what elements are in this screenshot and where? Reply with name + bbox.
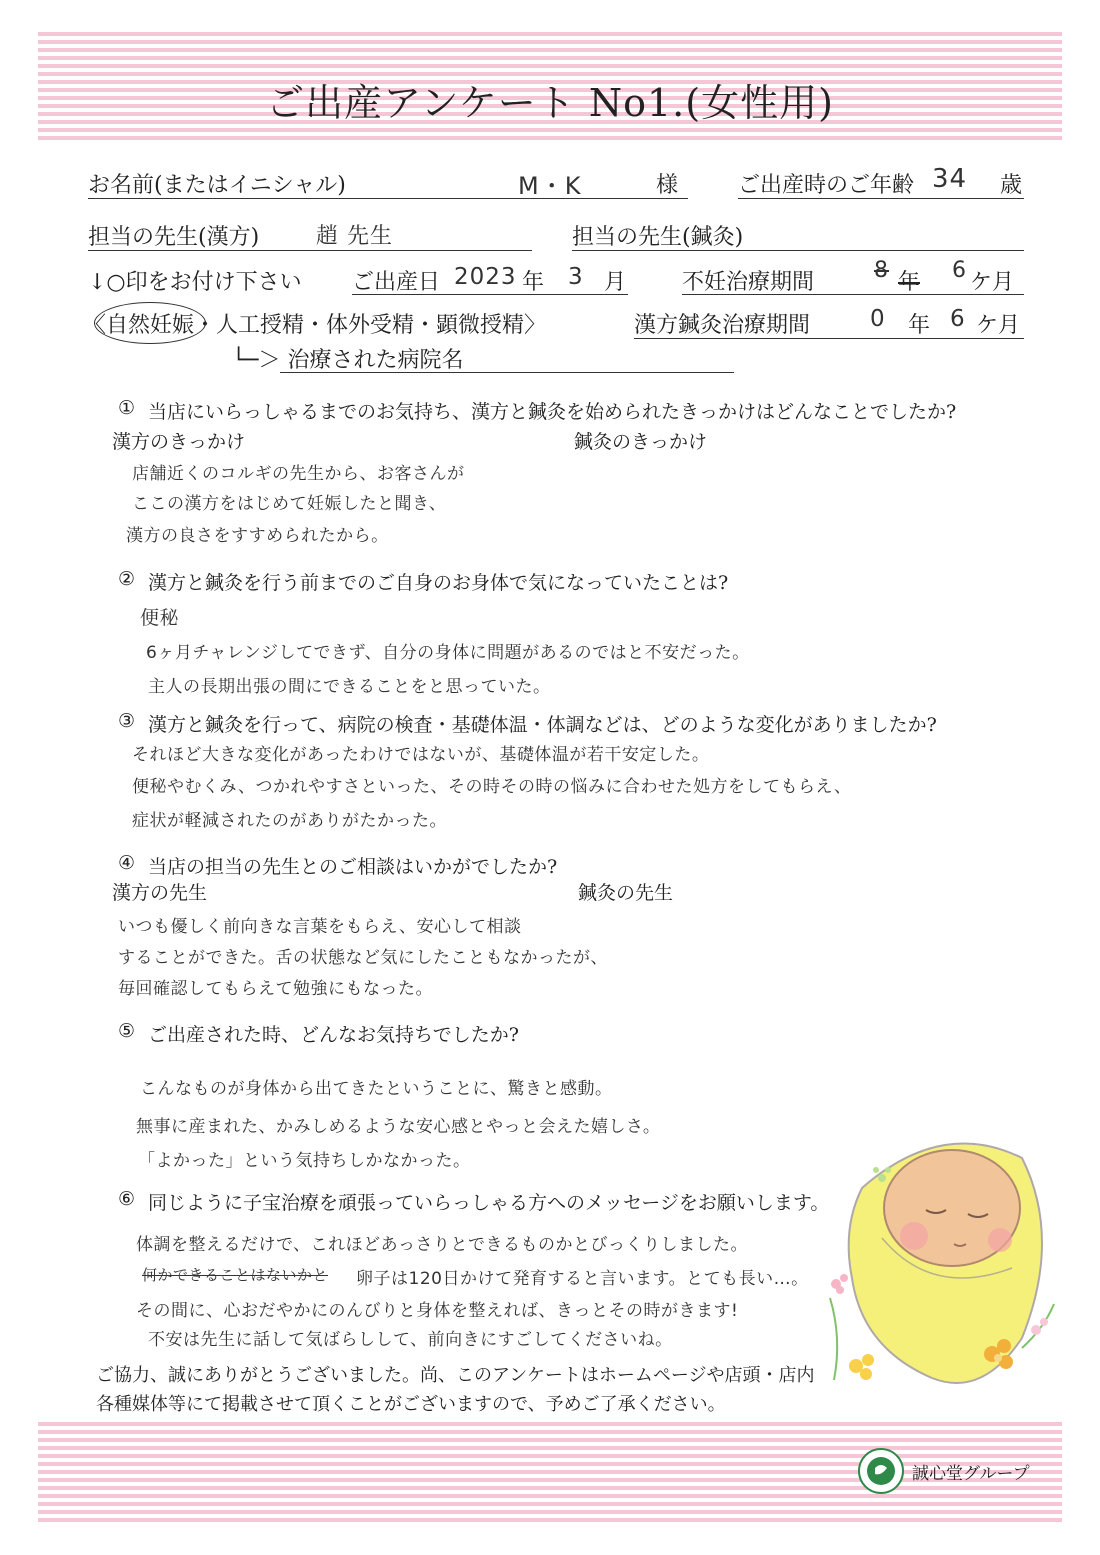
question-1-answer-line-3: 漢方の良さをすすめられたから。 (126, 526, 389, 546)
question-5-answer-line-2: 無事に産まれた、かみしめるような安心感とやっと会えた嬉しさ。 (136, 1117, 661, 1137)
question-1-acu-label: 鍼灸のきっかけ (574, 431, 708, 453)
acu-teacher-label: 担当の先生(鍼灸) (572, 225, 744, 250)
baby-cheek-left (900, 1222, 928, 1250)
treatment-period-label: 漢方鍼灸治療期間 (634, 313, 811, 338)
birth-date-underline (352, 294, 628, 295)
treatment-period-underline (634, 338, 1024, 339)
treatment-months: 6 (950, 306, 966, 332)
seishindo-logo-icon (858, 1448, 904, 1494)
acu-teacher-underline (572, 250, 1024, 251)
question-5-answer-line-1: こんなものが身体から出てきたということに、驚きと感動。 (140, 1079, 613, 1099)
name-label: お名前(またはイニシャル) (88, 173, 346, 198)
brand-name: 誠心堂グループ (912, 1463, 1030, 1484)
question-2-answer-line-3: 主人の長期出張の間にできることをと思っていた。 (148, 677, 551, 697)
page-title: ご出産アンケート No1.(女性用) (266, 81, 834, 125)
brand-footer (858, 1448, 1030, 1494)
question-5-number: ⑤ (118, 1020, 136, 1042)
infertility-underline (682, 294, 1024, 295)
question-6-struck-text: 何かできることはないかと (142, 1266, 329, 1284)
question-4-answer-line-2: することができた。舌の状態など気にしたこともなかったが、 (118, 948, 608, 968)
footer-line-1: ご協力、誠にありがとうございました。尚、このアンケートはホームページや店頭・店内 (96, 1365, 815, 1386)
age-underline (738, 198, 1024, 199)
green-sprig-left (830, 1298, 837, 1380)
treatment-month-unit: ケ月 (976, 313, 1021, 338)
question-3-text: 漢方と鍼灸を行って、病院の検査・基礎体温・体調などは、どのような変化がありましたか? (148, 714, 937, 736)
infertility-years: 8 (874, 258, 889, 283)
question-6-answer-line-1: 体調を整えるだけで、これほどあっさりとできるものかとびっくりしました。 (136, 1235, 748, 1255)
birth-date-label: ご出産日 (352, 270, 441, 295)
question-2-text: 漢方と鍼灸を行う前までのご自身のお身体で気になっていたことは? (148, 572, 729, 594)
hospital-name-underline (280, 372, 734, 373)
footer-line-2: 各種媒体等にて掲載させて頂くことがございますので、予めご了承ください。 (96, 1394, 726, 1415)
question-5-answer-line-3: 「よかった」という気持ちしかなかった。 (138, 1151, 471, 1171)
baby-illustration (822, 1118, 1062, 1408)
question-4-answer-line-3: 毎回確認してもらえて勉強にもなった。 (118, 979, 433, 999)
flower-decoration-right (1031, 1318, 1048, 1335)
question-4-number: ④ (118, 852, 136, 874)
kampo-teacher-value: 趙 先生 (316, 224, 393, 249)
age-suffix: 歳 (1000, 173, 1023, 198)
infertility-months: 6 (952, 258, 967, 283)
infertility-year-unit: 年 (898, 270, 921, 295)
question-2-answer-line-2: 6ヶ月チャレンジしてできず、自分の身体に問題があるのではと不安だった。 (146, 643, 750, 663)
question-1-number: ① (118, 397, 136, 419)
question-1-text: 当店にいらっしゃるまでのお気持ち、漢方と鍼灸を始められたきっかけはどんなことでしたか? (148, 401, 957, 423)
question-1-answer-line-2: ここの漢方をはじめて妊娠したと聞き、 (132, 494, 447, 514)
question-3-number: ③ (118, 710, 136, 732)
age-value: 34 (932, 164, 968, 194)
name-suffix: 様 (656, 173, 679, 198)
question-4-answer-line-1: いつも優しく前向きな言葉をもらえ、安心して相談 (118, 917, 522, 937)
question-2-answer-line-1: 便秘 (140, 607, 180, 629)
question-6-text: 同じように子宝治療を頑張っていらっしゃる方へのメッセージをお願いします。 (148, 1192, 830, 1214)
question-5-text: ご出産された時、どんなお気持ちでしたか? (148, 1024, 519, 1046)
question-1-answer-line-1: 店舗近くのコルギの先生から、お客さんが (132, 464, 465, 484)
baby-cheek-right (988, 1228, 1012, 1252)
name-value: M・K (518, 172, 582, 200)
question-1-kampo-label: 漢方のきっかけ (112, 431, 246, 453)
question-3-answer-line-1: それほど大きな変化があったわけではないが、基礎体温が若干安定した。 (132, 745, 710, 765)
flower-decoration-left (831, 1274, 848, 1294)
question-3-answer-line-2: 便秘やむくみ、つかれやすさといった、その時その時の悩みに合わせた処方をしてもらえ、 (132, 777, 852, 797)
pregnancy-type-options: 〈自然妊娠・人工授精・体外受精・顕微授精〉 (84, 313, 547, 338)
infertility-month-unit: ケ月 (970, 270, 1015, 295)
kampo-teacher-label: 担当の先生(漢方) (88, 225, 260, 250)
birth-year-unit: 年 (522, 270, 545, 295)
name-underline (88, 198, 688, 199)
birth-month-unit: 月 (604, 270, 627, 295)
birth-year: 2023 (454, 264, 517, 290)
question-2-number: ② (118, 568, 136, 590)
question-6-answer-line-4: 不安は先生に話して気ばらしして、前向きにすごしてくださいね。 (148, 1330, 673, 1350)
treatment-years: 0 (870, 306, 886, 332)
question-4-text: 当店の担当の先生とのご相談はいかがでしたか? (148, 856, 558, 878)
question-6-answer-line-2: 卵子は120日かけて発育すると言います。とても長い…。 (356, 1269, 809, 1289)
question-3-answer-line-3: 症状が軽減されたのがありがたかった。 (132, 811, 447, 831)
question-4-acu-label: 鍼灸の先生 (578, 882, 674, 904)
flower-decoration-bottom-left (849, 1354, 874, 1380)
question-4-kampo-label: 漢方の先生 (112, 882, 208, 904)
birth-month: 3 (568, 264, 584, 290)
question-6-answer-line-3: その間に、心おだやかにのんびりと身体を整えれば、きっとその時がきます! (136, 1301, 739, 1321)
circle-instruction: ↓○印をお付け下さい (88, 270, 302, 295)
kampo-teacher-underline (88, 250, 532, 251)
hospital-name-label: └─＞ 治療された病院名 (232, 348, 464, 373)
age-label: ご出産時のご年齢 (738, 173, 915, 198)
question-6-number: ⑥ (118, 1188, 136, 1210)
infertility-label: 不妊治療期間 (682, 270, 815, 295)
treatment-year-unit: 年 (908, 313, 931, 338)
